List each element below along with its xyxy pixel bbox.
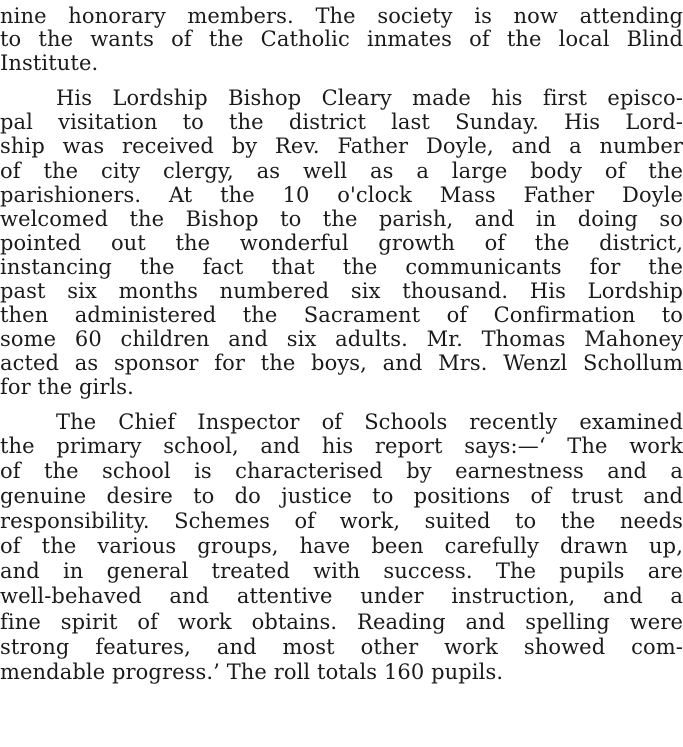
text-line: instancing the fact that the communicants for the <box>0 255 683 279</box>
text-line: of the various groups, have been carefully drawn up, <box>0 534 683 558</box>
text-line: parishioners. At the 10 o'clock Mass Father Doyle <box>0 183 683 207</box>
text-line: and in general treated with success. The pupils are <box>0 559 683 583</box>
text-line: for the girls. <box>0 375 134 399</box>
text-line: strong features, and most other work showed com- <box>0 635 683 659</box>
text-line: His Lordship Bishop Cleary made his first episco- <box>56 86 683 110</box>
text-line: of the city clergy, as well as a large body of the <box>0 159 683 183</box>
text-line: nine honorary members. The society is now attending <box>0 4 683 28</box>
text-line: Institute. <box>0 51 99 75</box>
text-line: acted as sponsor for the boys, and Mrs. Wenzl Schollum <box>0 351 683 375</box>
text-line: of the school is characterised by earnestness and a <box>0 459 683 483</box>
text-line: then administered the Sacrament of Confirmation to <box>0 303 683 327</box>
text-line: mendable progress.’ The roll totals 160 pupils. <box>0 660 504 684</box>
text-line: fine spirit of work obtains. Reading and spelling were <box>0 610 683 634</box>
text-line: ship was received by Rev. Father Doyle, and a number <box>0 134 683 158</box>
text-line: welcomed the Bishop to the parish, and in doing so <box>0 207 683 231</box>
text-line: The Chief Inspector of Schools recently examined <box>56 410 683 434</box>
text-line: responsibility. Schemes of work, suited to the needs <box>0 509 683 533</box>
text-line: to the wants of the Catholic inmates of the local Blind <box>0 27 683 51</box>
text-line: pal visitation to the district last Sunday. His Lord- <box>0 110 683 134</box>
text-line: some 60 children and six adults. Mr. Thomas Mahoney <box>0 327 683 351</box>
text-line: genuine desire to do justice to positions of trust and <box>0 484 683 508</box>
text-line: pointed out the wonderful growth of the district, <box>0 231 683 255</box>
text-line: well-behaved and attentive under instruction, and a <box>0 584 683 608</box>
text-line: past six months numbered six thousand. His Lordship <box>0 279 683 303</box>
text-line: the primary school, and his report says:—‘ The work <box>0 434 683 458</box>
